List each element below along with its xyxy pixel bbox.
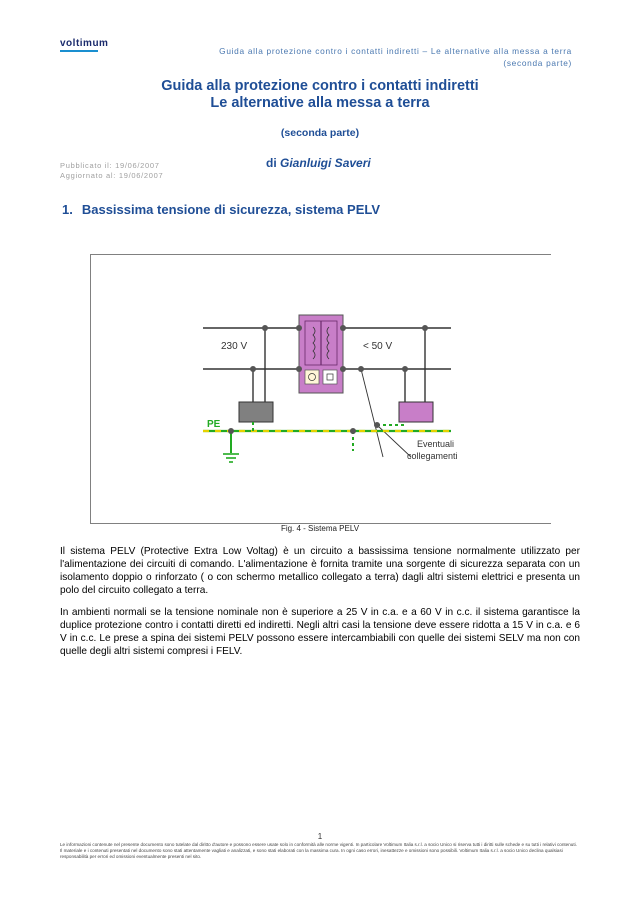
- pelv-diagram: [90, 254, 551, 524]
- double-insulation-icon: [323, 370, 337, 384]
- junction-dot: [250, 366, 256, 372]
- logo-text: voltimum: [60, 38, 109, 49]
- junction-dot: [296, 366, 302, 372]
- junction-dot: [340, 366, 346, 372]
- running-subtitle: (seconda parte): [503, 58, 572, 68]
- author-line: [266, 156, 371, 170]
- paragraph-1: Il sistema PELV (Protective Extra Low Voltag) è un circuito a bassissima tensione normalmente utilizzato per l'alimentazione dei circuiti di comando. L'alimentazione è fornita tramite una sorgente di sicurezza separata con un isolamento doppio o rinforzato ( o con schermo metallico collegato a terra) dagli altri sistemi elettrici e presenta un polo del circuito collegato a terra.: [60, 546, 580, 596]
- publication-meta: [60, 161, 163, 181]
- title-line-1: Guida alla protezione contro i contatti indiretti: [161, 78, 479, 94]
- junction-dot: [358, 366, 364, 372]
- voltimum-logo: [60, 38, 108, 52]
- junction-dot: [228, 428, 234, 434]
- voltage-label-left: 230 V: [221, 341, 248, 352]
- footer-disclaimer: Le informazioni contenute nel presente documento sono tutelate dal diritto d'autore e possono essere usate solo in conformità alle norme vigenti. In particolare Voltimum Italia s.r.l. a socio Unico si riserva tutti i diritti sulle schede e su tutti i relativi contenuti. Il materiale e i contenuti presentati nel documento sono stati attentamente vagliati e analizzati, e sono stati elaborati con la massima cura. In ogni caso errori, inesattezze e omissioni sono possibili. Voltimum Italia s.r.l. a socio Unico declina qualsiasi responsabilità per errori ed omissioni eventualmente presenti nel sito.: [60, 842, 577, 859]
- junction-dot: [402, 366, 408, 372]
- published-date: Pubblicato il: 19/06/2007: [60, 161, 160, 170]
- pelv-diagram-svg: [91, 255, 551, 523]
- figure-caption: Fig. 4 - Sistema PELV: [280, 524, 360, 533]
- equipment-right: [399, 402, 433, 422]
- paragraph-2: In ambienti normali se la tensione nominale non è superiore a 25 V in c.a. e a 60 V in c.c. il sistema garantisce la duplice protezione contro i contatti diretti ed indiretti. Negli altri casi la tensione deve essere ridotta a 15 V in c.a. e 6 V in c.c. Le prese a spina dei sistemi PELV possono essere intercambiabili con quelle dei sistemi SELV ma non con quelle degli altri sistemi compresi i FELV.: [60, 607, 580, 657]
- running-title: Guida alla protezione contro i contatti indiretti – Le alternative alla messa a terra: [219, 46, 572, 56]
- updated-date: Aggiornato al: 19/06/2007: [60, 171, 164, 180]
- title-line-2: Le alternative alla messa a terra: [210, 95, 430, 111]
- junction-dot: [296, 325, 302, 331]
- author-prefix: di: [266, 156, 277, 170]
- section-title: Bassissima tensione di sicurezza, sistema PELV: [81, 202, 381, 217]
- safety-symbol-icon: [305, 370, 319, 384]
- equipment-left: [239, 402, 273, 422]
- document-subtitle: (seconda parte): [280, 127, 360, 139]
- logo-swoosh: [60, 50, 98, 52]
- running-header: [219, 45, 572, 69]
- junction-dot: [340, 325, 346, 331]
- earth-icon: [223, 454, 239, 462]
- connections-label-2: collegamenti: [407, 451, 458, 461]
- voltage-label-right: < 50 V: [363, 341, 393, 352]
- page-number: 1: [317, 832, 323, 841]
- document-title: [0, 78, 640, 112]
- section-heading: [62, 202, 380, 217]
- junction-dot: [374, 422, 380, 428]
- author-name: Gianluigi Saveri: [280, 156, 371, 170]
- junction-dot: [422, 325, 428, 331]
- junction-dot: [262, 325, 268, 331]
- section-number: 1.: [62, 202, 73, 217]
- junction-dot: [350, 428, 356, 434]
- connections-label-1: Eventuali: [417, 439, 455, 449]
- pe-label: PE: [207, 419, 221, 430]
- event-conn-1: [361, 369, 383, 457]
